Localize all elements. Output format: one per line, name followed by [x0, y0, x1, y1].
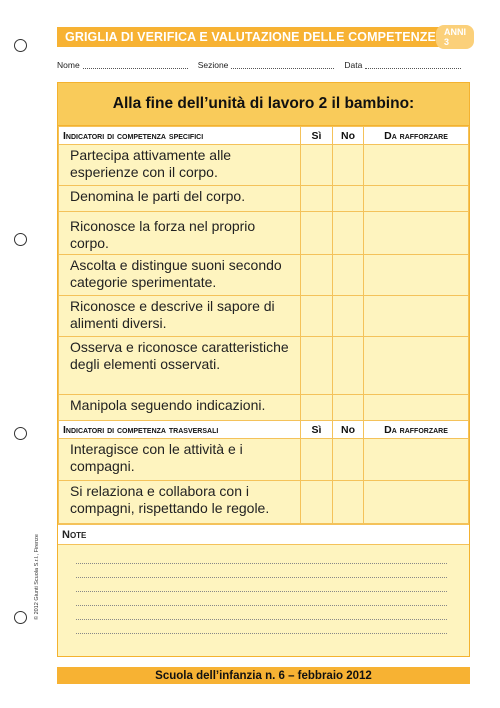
yes-cell[interactable] — [301, 145, 333, 186]
yes-cell[interactable] — [301, 481, 333, 524]
indicator-text: Denomina le parti del corpo. — [59, 186, 301, 212]
reinforce-cell[interactable] — [364, 439, 469, 481]
age-badge: ANNI 3 — [436, 25, 474, 49]
date-field[interactable] — [365, 60, 461, 69]
transversal-indicators-heading: Indicatori di competenza trasversali — [59, 421, 301, 439]
note-line — [76, 577, 447, 578]
no-cell[interactable] — [333, 337, 364, 395]
copyright-notice: © 2012 Giunti Scuola S.r.l., Firenze — [34, 534, 40, 620]
footer-bar — [57, 667, 470, 684]
footer-text: Scuola dell’infanzia n. 6 – febbraio 2012 — [155, 669, 372, 682]
indicator-text: Osserva e riconosce caratteristiche degli elementi osservati. — [59, 337, 301, 395]
table-row — [59, 186, 469, 212]
yes-cell[interactable] — [301, 439, 333, 481]
header-banner — [57, 27, 470, 47]
date-label: Data — [344, 60, 363, 70]
no-column-header: No — [333, 421, 364, 439]
indicator-text: Manipola seguendo indicazioni. — [59, 395, 301, 421]
table-row — [59, 395, 469, 421]
note-line — [76, 591, 447, 592]
binder-hole-bottom — [14, 611, 27, 624]
reinforce-cell[interactable] — [364, 337, 469, 395]
no-column-header: No — [333, 127, 364, 145]
table-row — [59, 145, 469, 186]
no-cell[interactable] — [333, 439, 364, 481]
yes-cell[interactable] — [301, 255, 333, 296]
no-cell[interactable] — [333, 145, 364, 186]
section-label: Sezione — [197, 60, 229, 70]
assessment-card — [57, 82, 470, 657]
table-row — [59, 296, 469, 337]
name-label: Nome — [57, 60, 80, 70]
binder-hole-top — [14, 39, 27, 52]
reinforce-cell[interactable] — [364, 296, 469, 337]
yes-column-header: Sì — [301, 127, 333, 145]
yes-cell[interactable] — [301, 296, 333, 337]
indicator-text: Riconosce e descrive il sapore di alimenti diversi. — [59, 296, 301, 337]
reinforce-cell[interactable] — [364, 212, 469, 255]
indicator-text: Partecipa attivamente alle esperienze con il corpo. — [59, 145, 301, 186]
no-cell[interactable] — [333, 296, 364, 337]
no-cell[interactable] — [333, 212, 364, 255]
notes-heading: Note — [58, 524, 469, 545]
yes-cell[interactable] — [301, 337, 333, 395]
binder-hole-lower-middle — [14, 427, 27, 440]
transversal-header-row — [59, 421, 469, 439]
yes-cell[interactable] — [301, 395, 333, 421]
reinforce-cell[interactable] — [364, 395, 469, 421]
table-row — [59, 439, 469, 481]
no-cell[interactable] — [333, 186, 364, 212]
yes-column-header: Sì — [301, 421, 333, 439]
table-row — [59, 481, 469, 524]
table-row — [59, 255, 469, 296]
no-cell[interactable] — [333, 481, 364, 524]
yes-cell[interactable] — [301, 212, 333, 255]
reinforce-column-header: Da rafforzare — [364, 127, 469, 145]
specific-indicators-table — [58, 126, 469, 524]
student-info-fields — [57, 60, 470, 70]
name-field[interactable] — [83, 60, 188, 69]
no-cell[interactable] — [333, 255, 364, 296]
indicator-text: Interagisce con le attività e i compagni. — [59, 439, 301, 481]
reinforce-cell[interactable] — [364, 145, 469, 186]
reinforce-cell[interactable] — [364, 255, 469, 296]
table-row — [59, 337, 469, 395]
specific-indicators-heading: Indicatori di competenza specifici — [59, 127, 301, 145]
note-line — [76, 605, 447, 606]
yes-cell[interactable] — [301, 186, 333, 212]
note-line — [76, 619, 447, 620]
card-title: Alla fine dell’unità di lavoro 2 il bambino: — [58, 83, 469, 126]
indicator-text: Si relaziona e collabora con i compagni, rispettando le regole. — [59, 481, 301, 524]
reinforce-column-header: Da rafforzare — [364, 421, 469, 439]
indicator-text: Ascolta e distingue suoni secondo categorie sperimentate. — [59, 255, 301, 296]
specific-header-row — [59, 127, 469, 145]
indicator-text: Riconosce la forza nel proprio corpo. — [59, 212, 301, 255]
page-title: GRIGLIA DI VERIFICA E VALUTAZIONE DELLE COMPETENZE — [65, 30, 436, 44]
note-line — [76, 563, 447, 564]
no-cell[interactable] — [333, 395, 364, 421]
note-line — [76, 633, 447, 634]
notes-area[interactable] — [58, 545, 469, 634]
section-field[interactable] — [231, 60, 334, 69]
binder-hole-upper-middle — [14, 233, 27, 246]
reinforce-cell[interactable] — [364, 186, 469, 212]
table-row — [59, 212, 469, 255]
reinforce-cell[interactable] — [364, 481, 469, 524]
